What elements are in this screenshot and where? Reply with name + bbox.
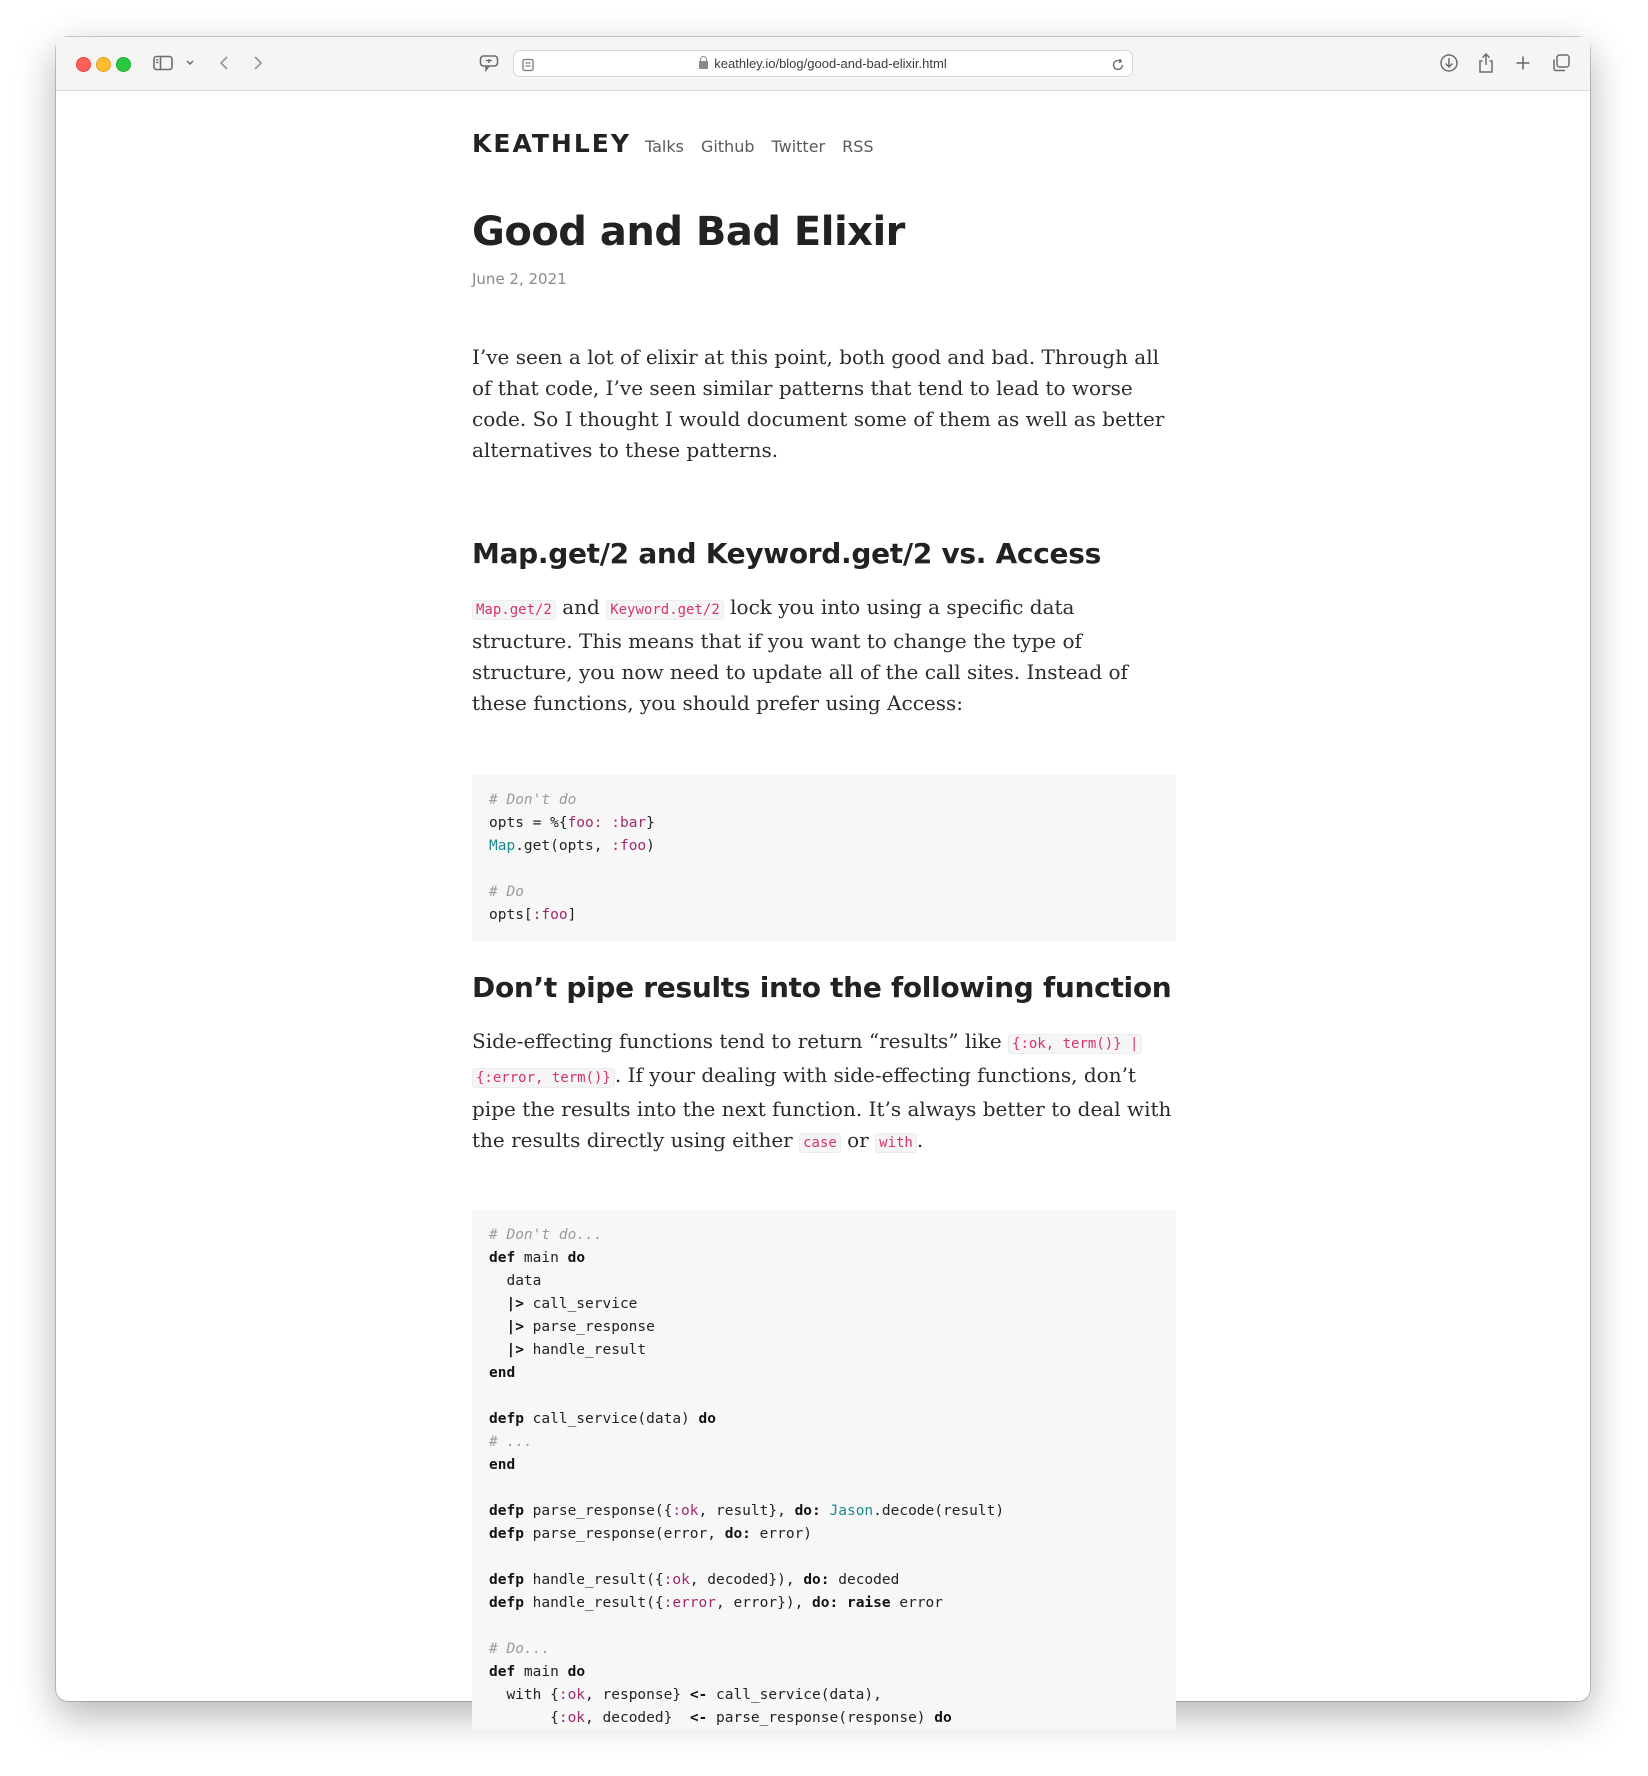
close-window-button[interactable] bbox=[76, 57, 91, 72]
site-brand[interactable]: KEATHLEY bbox=[472, 129, 631, 158]
url-text: keathley.io/blog/good-and-bad-elixir.html bbox=[714, 56, 947, 71]
text-and: and bbox=[562, 595, 600, 619]
access-paragraph bbox=[472, 592, 1176, 719]
inline-code-keyword-get: Keyword.get/2 bbox=[606, 600, 724, 620]
intro-paragraph: I’ve seen a lot of elixir at this point, both good and bad. Through all of that code, I’ve seen similar patterns that tend to lead to worse code. So I thought I would document some of them as well as better alternatives to these patterns. bbox=[472, 345, 1165, 462]
address-bar[interactable] bbox=[513, 50, 1133, 77]
download-icon[interactable] bbox=[1438, 52, 1460, 74]
lock-icon bbox=[699, 61, 708, 69]
nav-link-github[interactable]: Github bbox=[700, 137, 755, 156]
nav-link-talks[interactable]: Talks bbox=[644, 137, 684, 156]
code-block-pipe: # Don't do... def main do data |> call_service |> parse_response |> handle_result end defp call_service(data) do # ... end defp parse_response({:ok, result}, do: Jason.decode(result) defp parse_response(error, do: error) defp handle_result({:ok, decoded}), do: decoded defp handle_result({:error, error}), do: raise error # Do... def main do with {:ok, response} <- call_service(data), {:ok, decoded} <- parse_response(response) do bbox=[472, 1210, 1176, 1730]
page-content bbox=[56, 91, 1590, 1726]
pipe-paragraph: Side-effecting functions tend to return “results” like {:ok, term()} | {:error, term()} . If your dealing with side-effecting functions, don’t pipe the results into the next function. It’s always better to deal with the results directly using either case or with . bbox=[472, 1029, 1172, 1152]
chevron-down-icon[interactable] bbox=[184, 52, 196, 74]
code-block-access: # Don't do opts = %{foo: :bar} Map.get(opts, :foo) # Do opts[:foo] bbox=[472, 775, 1176, 941]
section-heading-access: Map.get/2 and Keyword.get/2 vs. Access bbox=[472, 537, 1101, 570]
section-heading-pipe: Don’t pipe results into the following function bbox=[472, 971, 1172, 1004]
site-header bbox=[472, 129, 891, 158]
pipe-text-1: Side-effecting functions tend to return “results” like bbox=[472, 1029, 1002, 1053]
browser-toolbar bbox=[56, 37, 1590, 91]
sidebar-icon[interactable] bbox=[152, 52, 174, 74]
url-display bbox=[514, 56, 1132, 71]
pipe-text-2: . If your dealing with side-effecting functions, don’t pipe the results into the next function. It’s always better to deal with the results directly using either bbox=[472, 1063, 1172, 1152]
inline-code-map-get: Map.get/2 bbox=[472, 600, 556, 620]
back-icon[interactable] bbox=[216, 52, 232, 74]
article-column bbox=[472, 91, 1176, 1726]
share-icon[interactable] bbox=[1475, 52, 1497, 74]
post-title: Good and Bad Elixir bbox=[472, 209, 905, 255]
nav-link-rss[interactable]: RSS bbox=[842, 137, 874, 156]
zoom-window-button[interactable] bbox=[116, 57, 131, 72]
inline-code-error-term: {:error, term()} bbox=[472, 1068, 615, 1088]
reload-icon[interactable] bbox=[1110, 54, 1126, 76]
tab-overview-icon[interactable] bbox=[1550, 52, 1572, 74]
inline-code-with: with bbox=[875, 1133, 917, 1153]
inline-code-case: case bbox=[799, 1133, 841, 1153]
new-tab-icon[interactable] bbox=[1512, 52, 1534, 74]
browser-window bbox=[56, 37, 1590, 1726]
access-paragraph-text: lock you into using a specific data structure. This means that if you want to change the type of structure, you now need to update all of the call sites. Instead of these functions, you should prefer using Access: bbox=[472, 595, 1128, 715]
nav-link-twitter[interactable]: Twitter bbox=[771, 137, 826, 156]
minimize-window-button[interactable] bbox=[96, 57, 111, 72]
text-or: or bbox=[847, 1128, 869, 1152]
translate-icon[interactable] bbox=[478, 52, 500, 74]
forward-icon[interactable] bbox=[250, 52, 266, 74]
post-date: June 2, 2021 bbox=[472, 270, 567, 288]
inline-code-ok-term: {:ok, term()} | bbox=[1008, 1034, 1142, 1054]
